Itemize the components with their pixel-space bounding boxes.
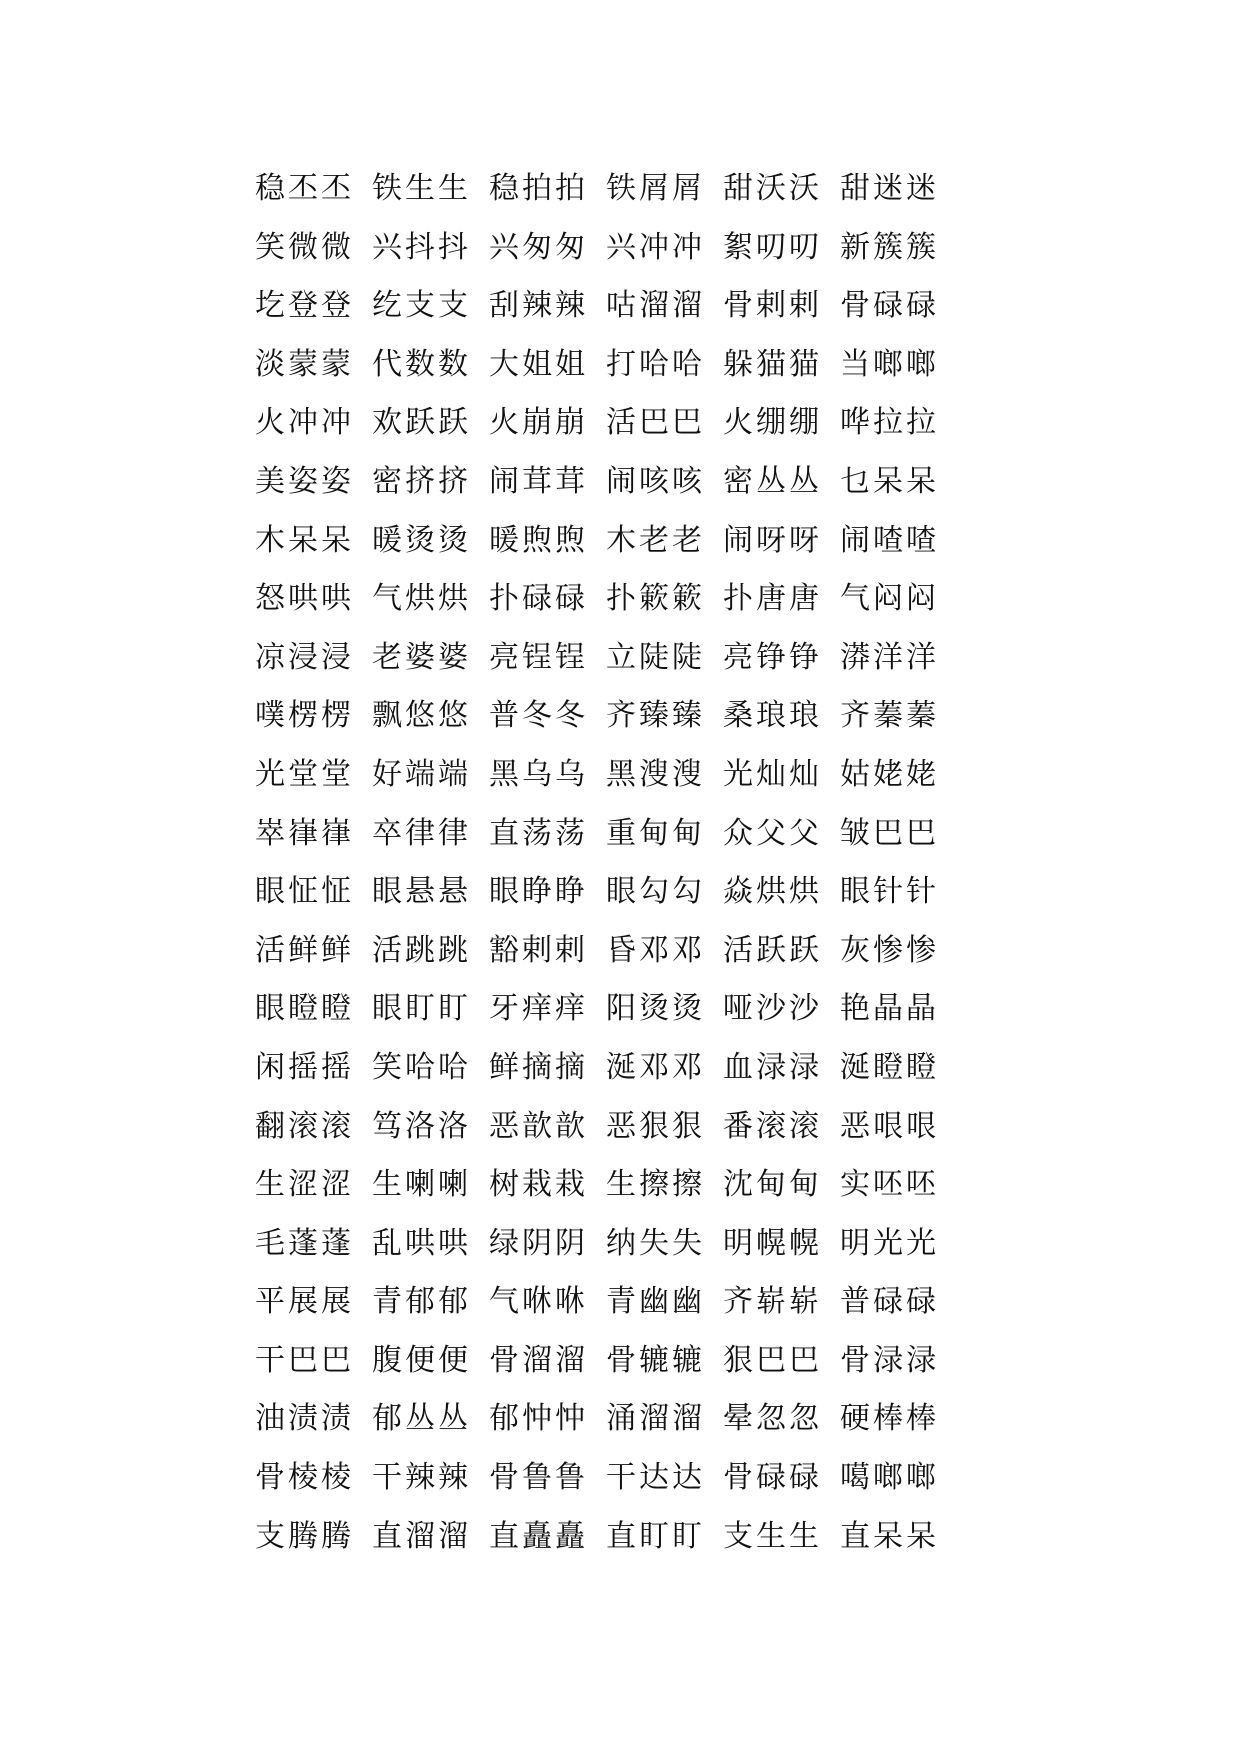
- word-cell: 纥支支: [372, 288, 471, 324]
- word-cell: 恶歆歆: [489, 1108, 588, 1144]
- word-cell: 腹便便: [372, 1342, 471, 1378]
- word-cell: 活跳跳: [372, 932, 471, 968]
- word-cell: 支腾腾: [255, 1518, 354, 1554]
- word-cell: 气烘烘: [372, 581, 471, 617]
- word-cell: 笑哈哈: [372, 1049, 471, 1085]
- word-cell: 怒哄哄: [255, 581, 354, 617]
- word-cell: 兴匆匆: [489, 229, 588, 265]
- word-cell: 直溜溜: [372, 1518, 471, 1554]
- word-cell: 阳烫烫: [606, 991, 705, 1027]
- word-cell: 刮辣辣: [489, 288, 588, 324]
- word-cell: 噶啷啷: [840, 1460, 939, 1496]
- word-cell: 扑簌簌: [606, 581, 705, 617]
- word-cell: 生涩涩: [255, 1167, 354, 1203]
- word-cell: 恶狠狠: [606, 1108, 705, 1144]
- word-cell: 亮铮铮: [723, 639, 822, 675]
- word-cell: 气闷闷: [840, 581, 939, 617]
- word-cell: 闲摇摇: [255, 1049, 354, 1085]
- word-cell: 大姐姐: [489, 346, 588, 382]
- word-cell: 躲猫猫: [723, 346, 822, 382]
- word-cell: 豁剌剌: [489, 932, 588, 968]
- word-cell: 恶哏哏: [840, 1108, 939, 1144]
- word-cell: 涎瞪瞪: [840, 1049, 939, 1085]
- word-cell: 美姿姿: [255, 463, 354, 499]
- word-cell: 火绷绷: [723, 405, 822, 441]
- word-cell: 气咻咻: [489, 1284, 588, 1320]
- word-cell: 涌溜溜: [606, 1401, 705, 1437]
- word-cell: 絮叨叨: [723, 229, 822, 265]
- word-cell: 骨鲁鲁: [489, 1460, 588, 1496]
- word-cell: 昏邓邓: [606, 932, 705, 968]
- word-cell: 哗拉拉: [840, 405, 939, 441]
- word-cell: 郁忡忡: [489, 1401, 588, 1437]
- word-cell: 眼勾勾: [606, 874, 705, 910]
- word-cell: 骨辘辘: [606, 1342, 705, 1378]
- word-cell: 干巴巴: [255, 1342, 354, 1378]
- word-cell: 重甸甸: [606, 815, 705, 851]
- word-cell: 实呸呸: [840, 1167, 939, 1203]
- word-cell: 噗楞楞: [255, 698, 354, 734]
- word-cell: 齐蓁蓁: [840, 698, 939, 734]
- word-cell: 木老老: [606, 522, 705, 558]
- word-cell: 骨碌碌: [723, 1460, 822, 1496]
- word-cell: 直矗矗: [489, 1518, 588, 1554]
- word-cell: 普冬冬: [489, 698, 588, 734]
- word-cell: 眼针针: [840, 874, 939, 910]
- word-cell: 硬棒棒: [840, 1401, 939, 1437]
- word-cell: 乱哄哄: [372, 1225, 471, 1261]
- word-cell: 扑碌碌: [489, 581, 588, 617]
- word-cell: 稳丕丕: [255, 171, 354, 206]
- word-cell: 干辣辣: [372, 1460, 471, 1496]
- word-cell: 眼盯盯: [372, 991, 471, 1027]
- word-cell: 新簇簇: [840, 229, 939, 265]
- word-cell: 艳晶晶: [840, 991, 939, 1027]
- word-cell: 闹咳咳: [606, 463, 705, 499]
- word-cell: 当啷啷: [840, 346, 939, 382]
- word-grid: [255, 160, 957, 1566]
- word-cell: 黑溲溲: [606, 756, 705, 792]
- word-cell: 支生生: [723, 1518, 822, 1554]
- word-cell: 普碌碌: [840, 1284, 939, 1320]
- word-cell: 闹茸茸: [489, 463, 588, 499]
- word-cell: 涎邓邓: [606, 1049, 705, 1085]
- word-cell: 暖煦煦: [489, 522, 588, 558]
- word-cell: 眼瞪瞪: [255, 991, 354, 1027]
- word-cell: 木呆呆: [255, 522, 354, 558]
- word-cell: 黑乌乌: [489, 756, 588, 792]
- word-cell: 翻滚滚: [255, 1108, 354, 1144]
- word-cell: 闹喳喳: [840, 522, 939, 558]
- word-cell: 姑姥姥: [840, 756, 939, 792]
- word-cell: 灰惨惨: [840, 932, 939, 968]
- word-cell: 骨溜溜: [489, 1342, 588, 1378]
- word-cell: 打哈哈: [606, 346, 705, 382]
- word-cell: 光灿灿: [723, 756, 822, 792]
- word-cell: 桑琅琅: [723, 698, 822, 734]
- word-cell: 干达达: [606, 1460, 705, 1496]
- word-cell: 老婆婆: [372, 639, 471, 675]
- word-cell: 骨剌剌: [723, 288, 822, 324]
- word-cell: 沈甸甸: [723, 1167, 822, 1203]
- word-cell: 立陡陡: [606, 639, 705, 675]
- word-cell: 眼睁睁: [489, 874, 588, 910]
- word-cell: 番滚滚: [723, 1108, 822, 1144]
- word-cell: 密丛丛: [723, 463, 822, 499]
- word-cell: 直呆呆: [840, 1518, 939, 1554]
- word-cell: 眼怔怔: [255, 874, 354, 910]
- word-cell: 代数数: [372, 346, 471, 382]
- word-cell: 青幽幽: [606, 1284, 705, 1320]
- word-cell: 树栽栽: [489, 1167, 588, 1203]
- word-cell: 扑唐唐: [723, 581, 822, 617]
- word-cell: 油渍渍: [255, 1401, 354, 1437]
- word-cell: 眼悬悬: [372, 874, 471, 910]
- word-cell: 哑沙沙: [723, 991, 822, 1027]
- word-cell: 甜迷迷: [840, 171, 939, 206]
- word-cell: 直盯盯: [606, 1518, 705, 1554]
- word-cell: 齐臻臻: [606, 698, 705, 734]
- word-cell: 淡蒙蒙: [255, 346, 354, 382]
- word-cell: 火崩崩: [489, 405, 588, 441]
- word-cell: 甜沃沃: [723, 171, 822, 206]
- word-cell: 活巴巴: [606, 405, 705, 441]
- word-cell: 众父父: [723, 815, 822, 851]
- word-cell: 兴抖抖: [372, 229, 471, 265]
- word-cell: 活鲜鲜: [255, 932, 354, 968]
- word-cell: 郁丛丛: [372, 1401, 471, 1437]
- word-cell: 光堂堂: [255, 756, 354, 792]
- word-cell: 纳失失: [606, 1225, 705, 1261]
- word-cell: 飘悠悠: [372, 698, 471, 734]
- word-cell: 火冲冲: [255, 405, 354, 441]
- word-cell: 鲜摘摘: [489, 1049, 588, 1085]
- word-cell: 兴冲冲: [606, 229, 705, 265]
- word-cell: 凉浸浸: [255, 639, 354, 675]
- word-cell: 闹呀呀: [723, 522, 822, 558]
- word-cell: 活跃跃: [723, 932, 822, 968]
- word-cell: 稳拍拍: [489, 171, 588, 206]
- word-cell: 咕溜溜: [606, 288, 705, 324]
- word-cell: 骨棱棱: [255, 1460, 354, 1496]
- word-cell: 好端端: [372, 756, 471, 792]
- word-cell: 漭洋洋: [840, 639, 939, 675]
- word-cell: 笃洛洛: [372, 1108, 471, 1144]
- word-cell: 密挤挤: [372, 463, 471, 499]
- word-cell: 血渌渌: [723, 1049, 822, 1085]
- word-cell: 毛蓬蓬: [255, 1225, 354, 1261]
- word-cell: 焱烘烘: [723, 874, 822, 910]
- word-cell: 笑微微: [255, 229, 354, 265]
- word-cell: 明幌幌: [723, 1225, 822, 1261]
- word-cell: 铁屑屑: [606, 171, 705, 206]
- word-cell: 皱巴巴: [840, 815, 939, 851]
- word-cell: 暖烫烫: [372, 522, 471, 558]
- word-cell: 狠巴巴: [723, 1342, 822, 1378]
- word-cell: 直荡荡: [489, 815, 588, 851]
- word-cell: 亮锃锃: [489, 639, 588, 675]
- word-cell: 生擦擦: [606, 1167, 705, 1203]
- word-cell: 欢跃跃: [372, 405, 471, 441]
- word-cell: 卒律律: [372, 815, 471, 851]
- word-cell: 晕忽忽: [723, 1401, 822, 1437]
- word-cell: 青郁郁: [372, 1284, 471, 1320]
- word-cell: 骨碌碌: [840, 288, 939, 324]
- word-cell: 齐崭崭: [723, 1284, 822, 1320]
- word-cell: 生喇喇: [372, 1167, 471, 1203]
- word-cell: 铁生生: [372, 171, 471, 206]
- word-cell: 牙痒痒: [489, 991, 588, 1027]
- word-cell: 平展展: [255, 1284, 354, 1320]
- word-cell: 崒嵂嵂: [255, 815, 354, 851]
- word-cell: 圪登登: [255, 288, 354, 324]
- word-cell: 绿阴阴: [489, 1225, 588, 1261]
- word-cell: 明光光: [840, 1225, 939, 1261]
- word-cell: 骨渌渌: [840, 1342, 939, 1378]
- word-cell: 乜呆呆: [840, 463, 939, 499]
